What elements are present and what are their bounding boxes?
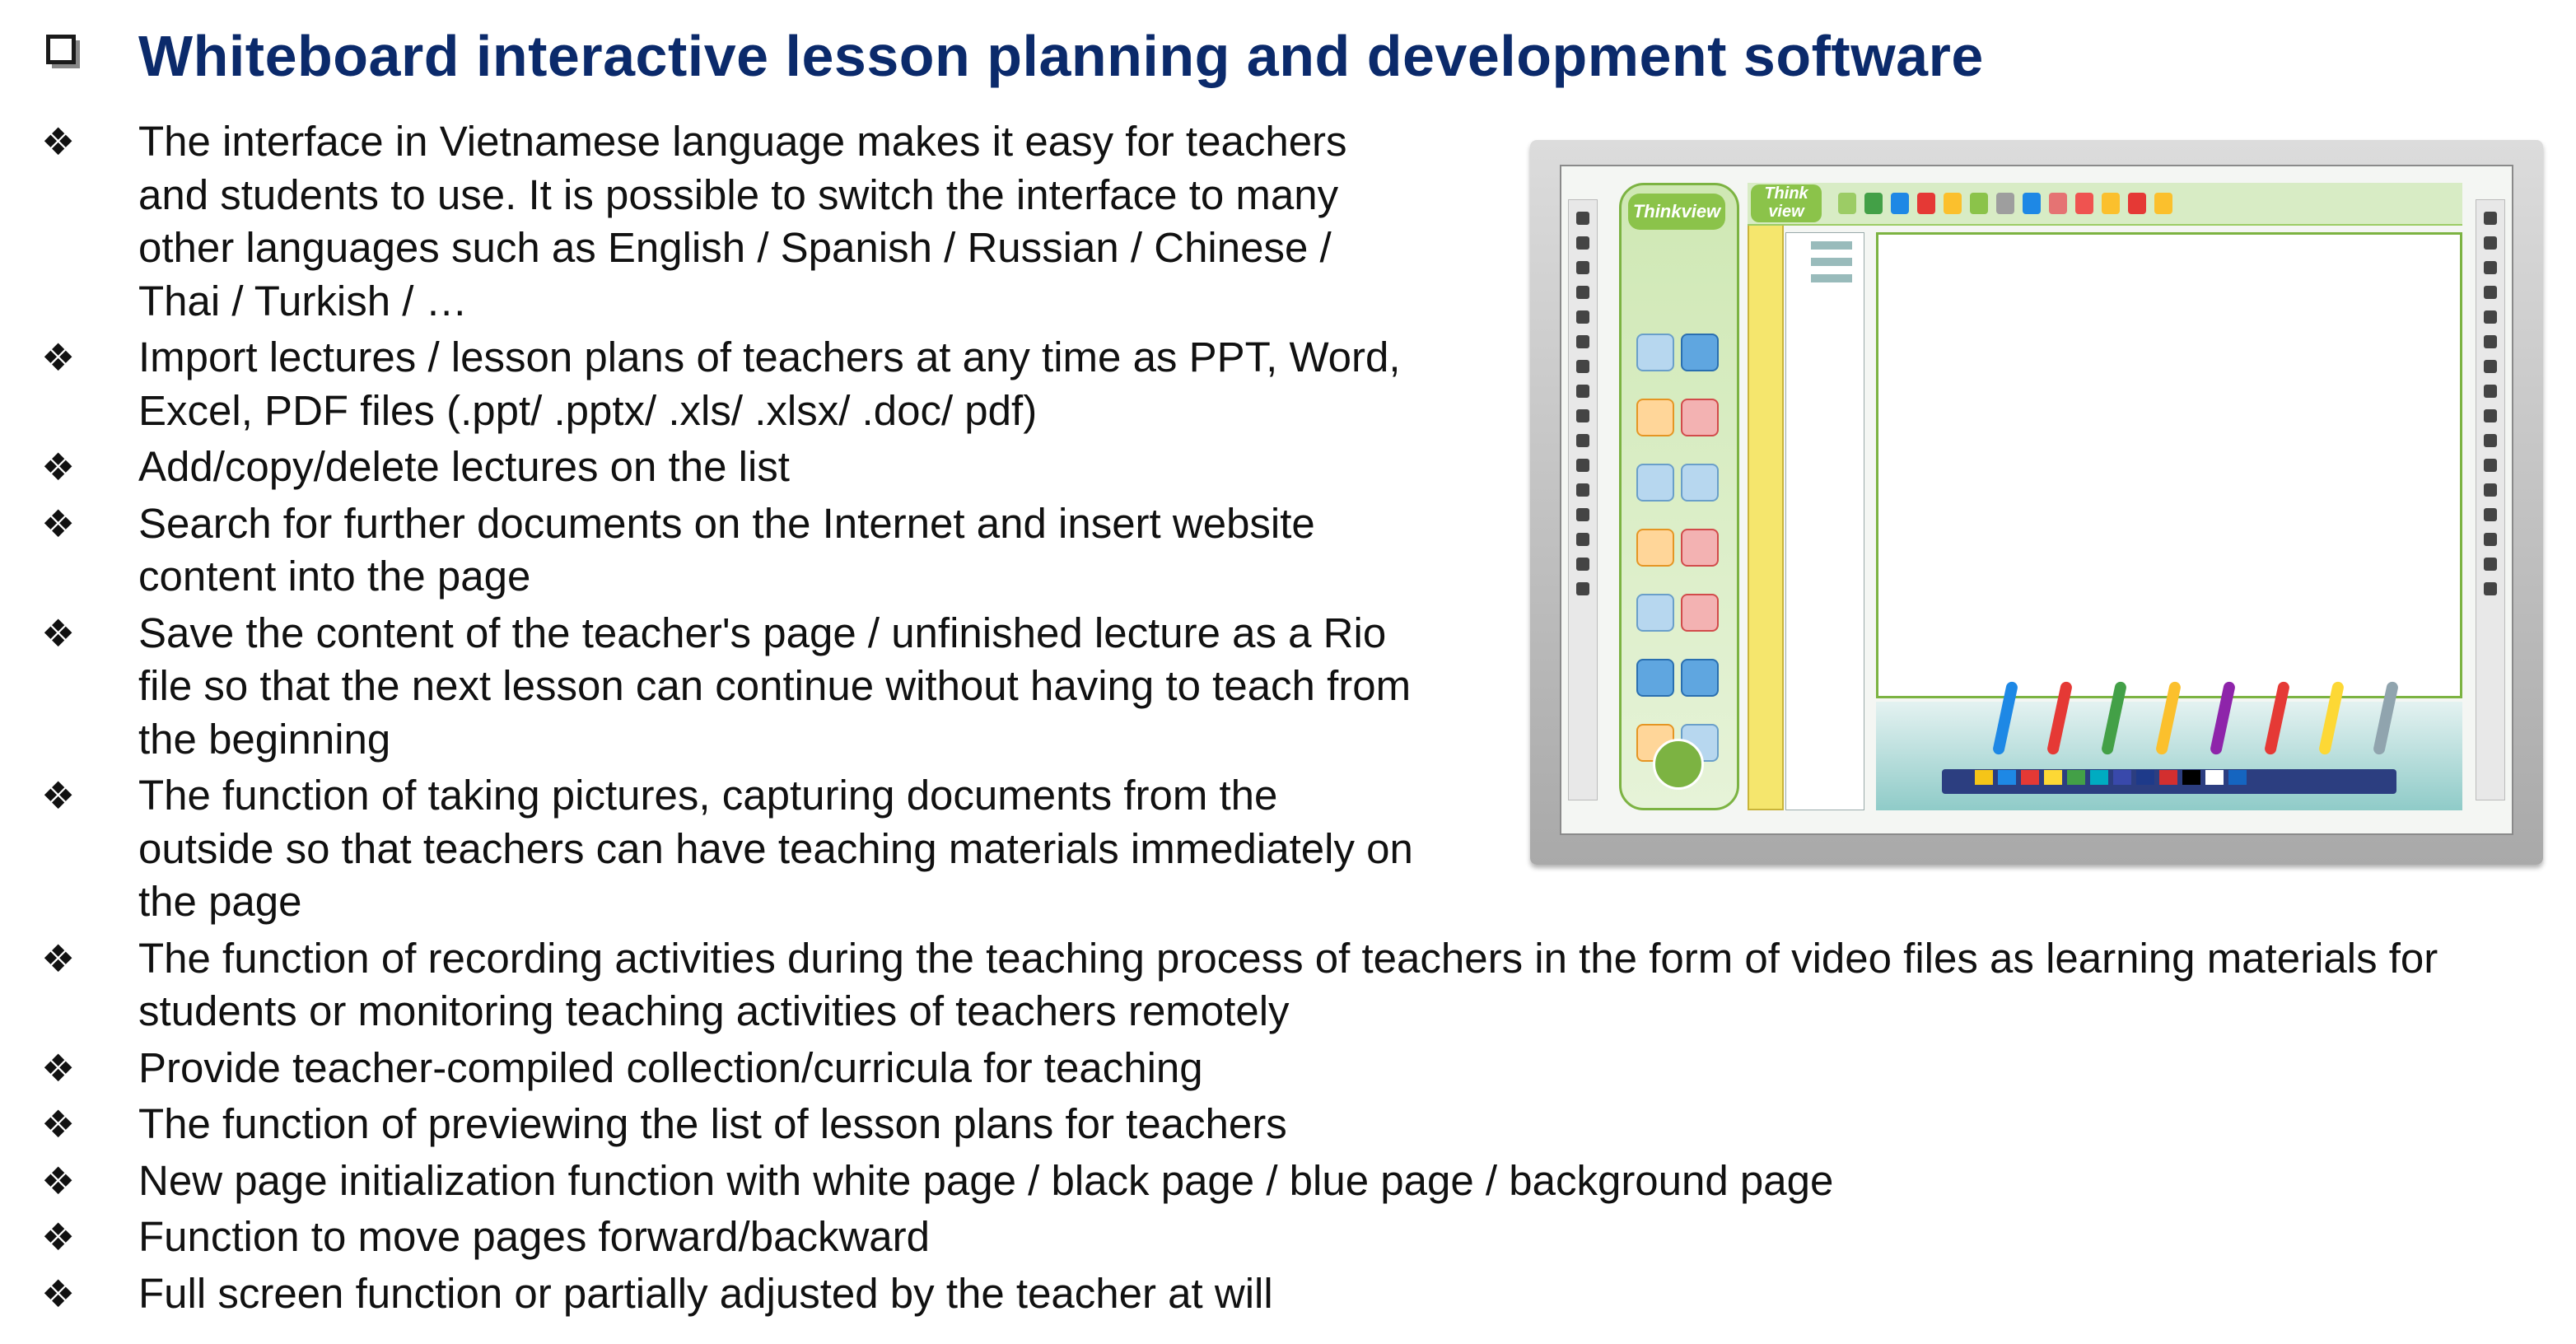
toolbar-icons [1838,193,2181,218]
tool-button-grid [1633,334,1725,789]
checkbox-bullet-icon [46,35,76,64]
diamond-bullet-icon: ❖ [41,1215,76,1259]
bullet-text: New page initialization function with white page / black page / blue page / background page [138,1156,1834,1204]
title-text: Whiteboard interactive lesson planning and development software [138,24,1984,88]
page-tree-pane [1785,232,1864,810]
right-toolstrip [2476,199,2505,800]
diamond-bullet-icon: ❖ [41,501,76,546]
bullet-text: Save the content of the teacher's page / unfinished lecture as a Rio file so that the next lesson can continue without having to teach from the beginning [138,609,1412,763]
arrow-up-icon [1636,659,1674,697]
list-item [41,1211,2576,1264]
list-item [41,1267,2576,1321]
bullet-text: Function to move pages forward/backward [138,1213,930,1260]
text-tool-icon [1681,334,1719,371]
arrow-down-icon [1681,659,1719,697]
left-toolstrip [1568,199,1598,800]
diamond-bullet-icon: ❖ [41,1158,76,1203]
bullet-text: The function of taking pictures, capturing documents from the outside so that teachers can have teaching materials immediately on the page [138,772,1413,925]
bullet-text: The function of previewing the list of lesson plans for teachers [138,1100,1287,1147]
whiteboard-screenshot [1530,140,2543,865]
diamond-bullet-icon: ❖ [41,773,76,818]
slide-title [41,21,2512,100]
delete-page-icon [1681,594,1719,632]
bullet-text: Import lectures / lesson plans of teachers at any time as PPT, Word, Excel, PDF files (.ppt/ .pptx/ .xls/ .xlsx/ .doc/ pdf) [138,334,1401,434]
color-swatches [1975,770,2252,789]
play-icon [1653,739,1704,790]
list-item [41,1155,2576,1208]
top-toolbar [1748,183,2462,226]
tool-button [1681,399,1719,436]
diamond-bullet-icon: ❖ [41,1271,76,1316]
camera-icon [1636,464,1674,502]
bullet-text: The interface in Vietnamese language makes it easy for teachers and students to use. It is possible to switch the interface to many other languages such as English / Spanish / Russian / Chinese / Thai / Turkish / … [138,118,1347,324]
diamond-bullet-icon: ❖ [41,119,76,164]
list-item [41,932,2576,1038]
tool-button [1681,464,1719,502]
bullet-text: Provide teacher-compiled collection/curricula for teaching [138,1043,1203,1091]
pen-icons [2000,681,2434,759]
thinkview-tab-logo: Think view [1751,184,1822,222]
record-icon [1681,529,1719,567]
diamond-bullet-icon: ❖ [41,610,76,656]
bullet-text: Add/copy/delete lectures on the list [138,443,790,490]
diamond-bullet-icon: ❖ [41,1045,76,1090]
calendar-icon [1636,399,1674,436]
bullet-text: The function of recording activities during the teaching process of teachers in the form of video files as learning materials for students or monitoring teaching activities of teachers remotely [138,934,2438,1034]
diamond-bullet-icon: ❖ [41,335,76,380]
bullet-text: Search for further documents on the Internet and insert website content into the page [138,499,1315,600]
thinkview-panel [1619,183,1739,810]
list-item [41,1042,2576,1095]
diamond-bullet-icon: ❖ [41,1102,76,1146]
whiteboard-screen [1560,165,2513,835]
pen-tray [1876,702,2462,810]
diamond-bullet-icon: ❖ [41,936,76,981]
whiteboard-canvas [1876,232,2462,698]
add-page-icon [1636,594,1674,632]
tool-button [1636,334,1674,371]
folder-icon [1636,529,1674,567]
bullet-text: Full screen function or partially adjusted by the teacher at will [138,1269,1273,1317]
thinkview-logo: Thinkview [1628,194,1725,230]
yellow-sidebar [1748,199,1784,810]
diamond-bullet-icon: ❖ [41,445,76,489]
list-item [41,1098,2576,1151]
